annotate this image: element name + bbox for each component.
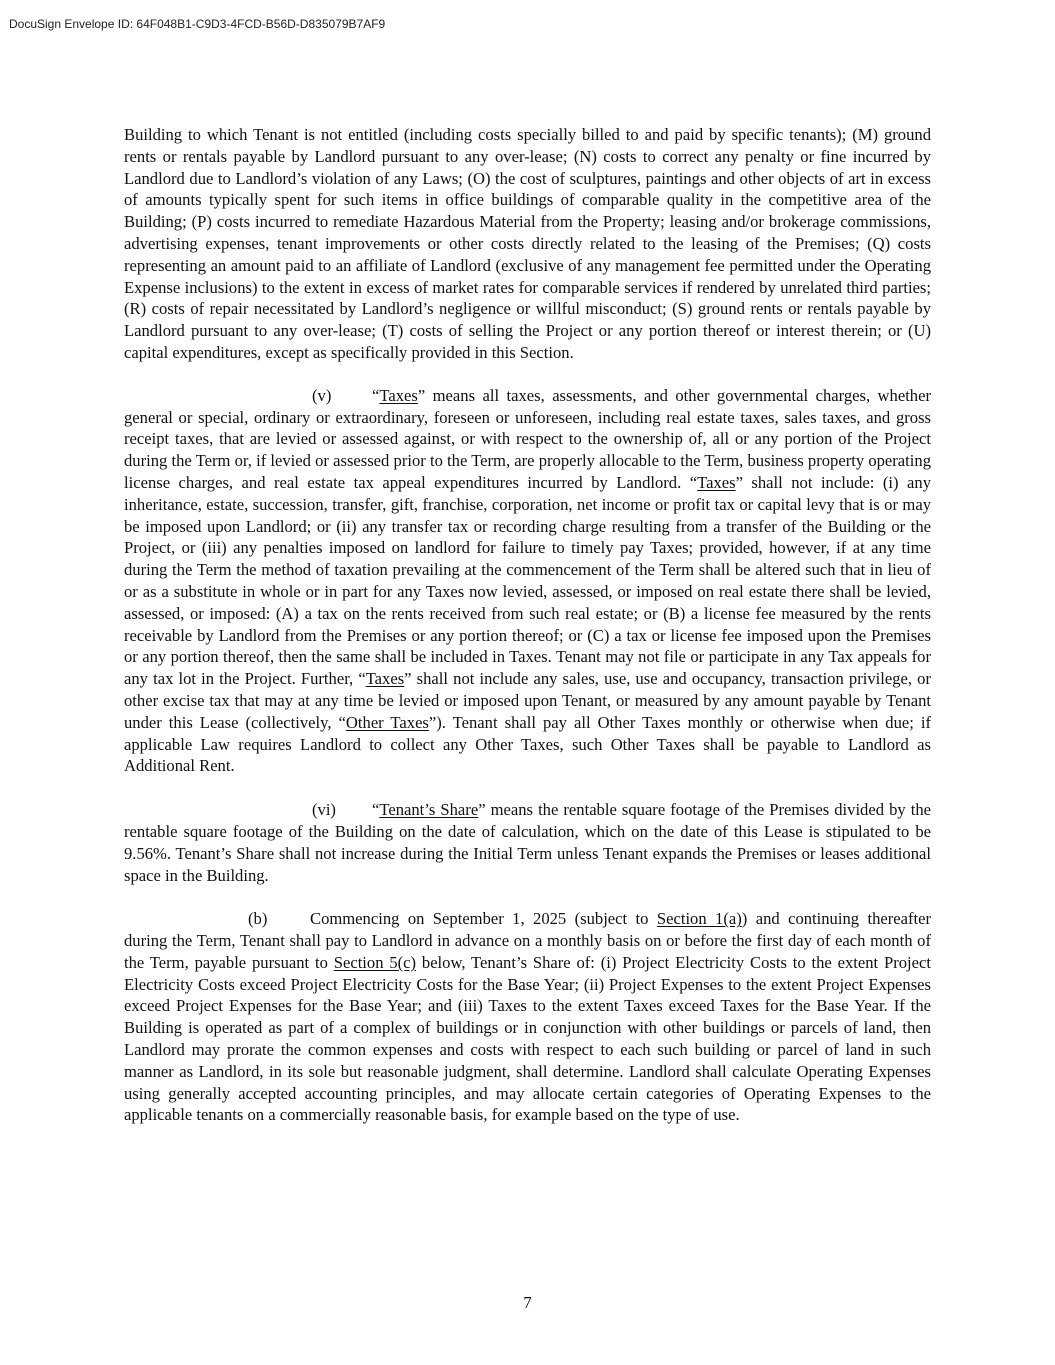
open-quote: “ xyxy=(372,385,380,405)
taxes-text-1: ” means all taxes, assessments, and other governmental charges, whether general or special, ordinary or extraordinary, foreseen or unforeseen, including real estate taxes, sales taxes, and gross receipt taxes, that are levied or assessed against, or with respect to the ownership of, all or any portion of the Project during the Term or, if levied or assessed prior to the Term, are properly allocable to the Term, business property operating license charges, and real estate tax appeal expenditures incurred by Landlord. “ xyxy=(124,385,931,492)
paragraph-taxes-definition xyxy=(124,385,931,777)
section-reference-1a: Section 1(a) xyxy=(656,909,742,929)
taxes-text-3: ” shall not include any sales, use, use and occupancy, transaction privilege, or other excise tax that may at any time be levied or imposed upon Tenant, or measured by any amount payable by Tenant under this Lease (collectively, “ xyxy=(124,669,931,732)
defined-term-tenants-share: Tenant’s Share xyxy=(379,800,479,820)
defined-term-other-taxes: Other Taxes xyxy=(345,712,429,732)
defined-term-taxes: Taxes xyxy=(379,385,418,405)
payment-text-3: below, Tenant’s Share of: (i) Project Electricity Costs to the extent Project Electricity Costs exceed Project Electricity Costs for the Base Year; (ii) Project Expenses to the extent Project Expenses exceed Project Expenses for the Base Year; and (iii) Taxes to the extent Taxes exceed Taxes for the Base Year. If the Building is operated as part of a complex of buildings or in conjunction with other buildings or parcels of land, then Landlord may prorate the common expenses and costs with respect to each such building or parcel of land in such manner as Landlord, in its sole but reasonable judgment, shall determine. Landlord shall calculate Operating Expenses using generally accepted accounting principles, and may allocate certain categories of Operating Expenses to the applicable tenants on a commercially reasonable basis, for example based on the type of use. xyxy=(124,952,931,1125)
section-reference-5c: Section 5(c) xyxy=(333,952,417,972)
clause-number-b: (b) xyxy=(248,909,268,929)
taxes-text-4: ”). Tenant shall pay all Other Taxes monthly or otherwise when due; if applicable Law requires Landlord to collect any Other Taxes, such Other Taxes shall be payable to Landlord as Additional Rent. xyxy=(124,712,932,776)
paragraph-exclusions-continued: Building to which Tenant is not entitled (including costs specially billed to and paid by specific tenants); (M) ground rents or rentals payable by Landlord pursuant to any over-lease; (N) costs to correct any penalty or fine incurred by Landlord due to Landlord’s violation of any Laws; (O) the cost of sculptures, paintings and other objects of art in excess of amounts typically spent for such items in office buildings of comparable quality in the competitive area of the Building; (P) costs incurred to remediate Hazardous Material from the Property; leasing and/or brokerage commissions, advertising expenses, tenant improvements or other costs directly related to the leasing of the Premises; (Q) costs representing an amount paid to an affiliate of Landlord (exclusive of any management fee permitted under the Operating Expense inclusions) to the extent in excess of market rates for comparable services if rendered by unrelated third parties; (R) costs of repair necessitated by Landlord’s negligence or willful misconduct; (S) ground rents or rentals payable by Landlord pursuant to any over-lease; (T) costs of selling the Project or any portion thereof or interest therein; or (U) capital expenditures, except as specifically provided in this Section. xyxy=(124,125,931,362)
clause-number-v: (v) xyxy=(312,385,332,405)
defined-term-taxes-2: Taxes xyxy=(697,472,736,492)
paragraph-tenants-share-definition xyxy=(124,799,931,886)
defined-term-taxes-3: Taxes xyxy=(365,669,405,689)
paragraph-b-payment xyxy=(124,908,931,1126)
page-number: 7 xyxy=(523,1293,532,1312)
payment-text-1: Commencing on September 1, 2025 (subject to xyxy=(310,909,657,929)
payment-text-2: ) and continuing thereafter during the Term, Tenant shall pay to Landlord in advance on a monthly basis on or before the first day of each month of the Term, payable pursuant to xyxy=(124,909,932,972)
open-quote-vi: “ xyxy=(372,800,380,820)
tenants-share-text: ” means the rentable square footage of the Premises divided by the rentable square footage of the Building on the date of calculation, which on the date of this Lease is stipulated to be 9.56%. Tenant’s Share shall not increase during the Initial Term unless Tenant expands the Premises or leases additional space in the Building. xyxy=(124,800,931,885)
document-body xyxy=(124,124,931,1148)
docusign-envelope-id: DocuSign Envelope ID: 64F048B1-C9D3-4FCD-B56D-D835079B7AF9 xyxy=(9,17,386,31)
taxes-text-2: ” shall not include: (i) any inheritance, estate, succession, transfer, gift, franchise, corporation, net income or profit tax or capital levy that is or may be imposed upon Landlord; or (ii) any transfer tax or recording charge resulting from a transfer of the Building or the Project, or (iii) any penalties imposed on landlord for failure to timely pay Taxes; provided, however, if at any time during the Term the method of taxation prevailing at the commencement of the Term shall be altered such that in lieu of or as a substitute in whole or in part for any Taxes now levied, assessed, or imposed on real estate there shall be levied, assessed, or imposed: (A) a tax on the rents received from such real estate; or (B) a license fee measured by the rents receivable by Landlord from the Premises or any portion thereof; or (C) a tax or license fee imposed upon the Premises or any portion thereof, then the same shall be included in Taxes. Tenant may not file or participate in any Tax appeals for any tax lot in the Project. Further, “ xyxy=(124,472,931,689)
clause-number-vi: (vi) xyxy=(312,800,336,820)
